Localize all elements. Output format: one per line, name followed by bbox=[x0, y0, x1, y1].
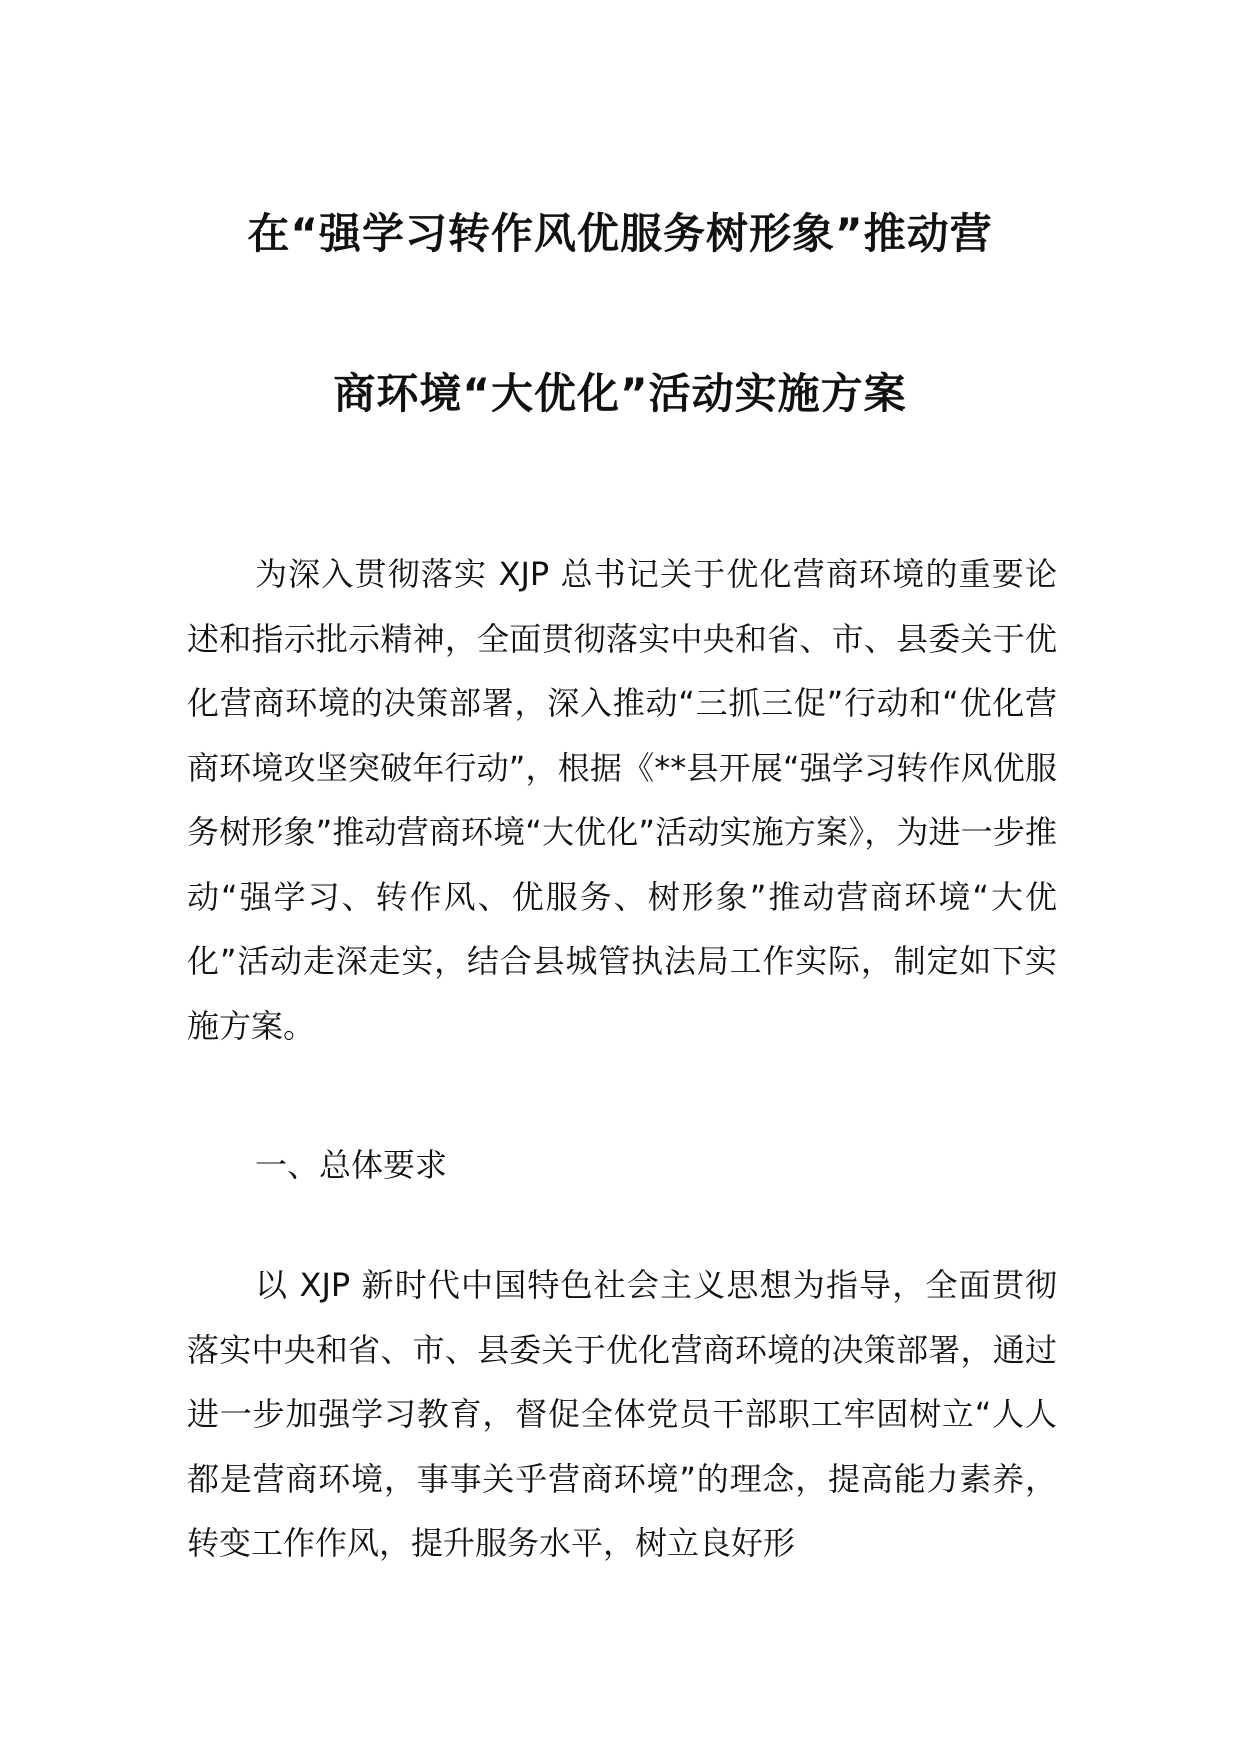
body-paragraph: 以 XJP 新时代中国特色社会主义思想为指导，全面贯彻落实中央和省、市、县委关于优化营商环境的决策部署，通过进一步加强学习教育，督促全体党员干部职工牢固树立“人人都是营商环境，事事关乎营商环境”的理念，提高能力素养，转变工作作风，提升服务水平，树立良好形 bbox=[187, 1266, 1057, 1562]
intro-paragraph: 为深入贯彻落实 XJP 总书记关于优化营商环境的重要论述和指示批示精神，全面贯彻落实中央和省、市、县委关于优化营商环境的决策部署，深入推动“三抓三促”行动和“优化营商环境攻坚突破年行动”，根据《**县开展“强学习转作风优服务树形象”推动营商环境“大优化”活动实施方案》，为进一步推动“强学习、转作风、优服务、树形象”推动营商环境“大优化”活动走深走实，结合县城管执法局工作实际，制定如下实施方案。 bbox=[187, 555, 1057, 1045]
section-heading-general-requirements: 一、总体要求 bbox=[255, 1146, 448, 1184]
document-title-line-1: 在“强学习转作风优服务树形象”推动营 bbox=[247, 209, 993, 258]
document-title-line-2: 商环境“大优化”活动实施方案 bbox=[333, 369, 907, 418]
